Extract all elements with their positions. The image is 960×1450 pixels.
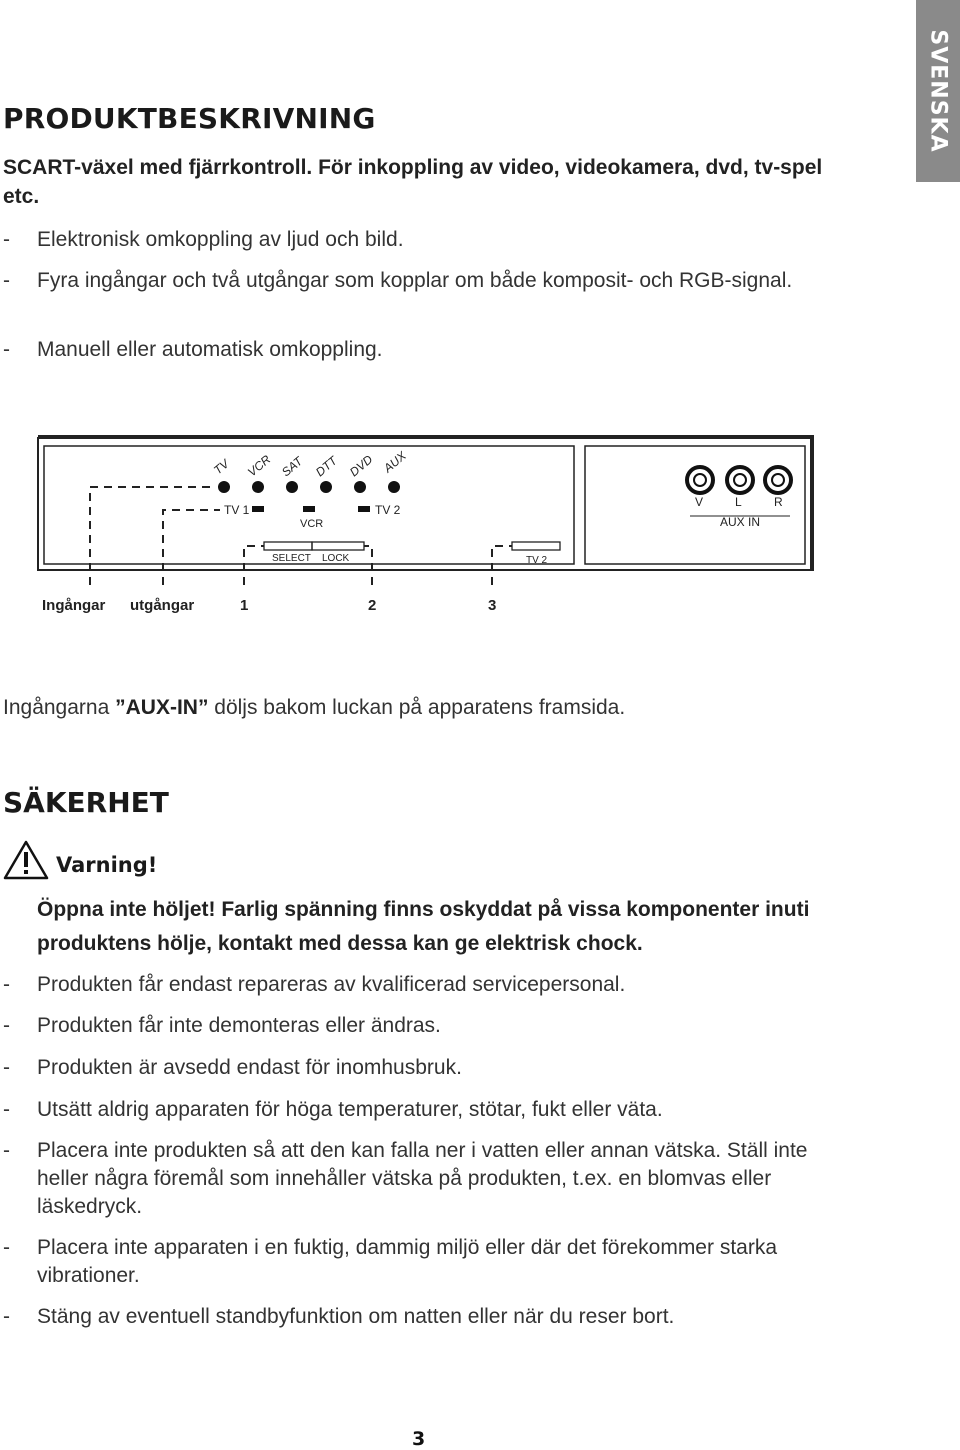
list-item: - Utsätt aldrig apparaten för höga temperaturer, stötar, fukt eller väta. xyxy=(3,1098,663,1121)
warning-label: Varning! xyxy=(56,853,158,877)
jack-r xyxy=(765,467,791,493)
product-intro: SCART-växel med fjärrkontroll. För inkoppling av video, videokamera, dvd, tv-spel etc. xyxy=(3,156,823,208)
jack-v xyxy=(687,467,713,493)
select-button xyxy=(264,542,312,550)
aux-in-label: AUX IN xyxy=(720,515,761,529)
indicator-tv1 xyxy=(252,506,264,512)
list-item: - Placera inte produkten så att den kan falla ner i vatten eller annan vätska. Ställ inte heller några föremål som innehåller vätska på produkten, t.ex. en blomvas eller läskedryck. xyxy=(3,1139,808,1218)
indicator-label-tv1: TV 1 xyxy=(224,503,250,517)
list-item: - Fyra ingångar och två utgångar som kopplar om både komposit- och RGB-signal. xyxy=(3,269,793,292)
section-title-safety: SÄKERHET xyxy=(3,786,169,819)
lock-button xyxy=(312,542,364,550)
led-sat xyxy=(286,481,298,493)
front-panel-diagram xyxy=(0,430,820,630)
tv2-button-label: TV 2 xyxy=(526,555,548,566)
callout-3: 3 xyxy=(488,597,497,614)
led-dvd xyxy=(354,481,366,493)
callout-2: 2 xyxy=(368,597,377,614)
led-vcr xyxy=(252,481,264,493)
select-button-label: SELECT xyxy=(272,553,311,564)
aux-in-caption: Ingångarna ”AUX-IN” döljs bakom luckan på apparatens framsida. xyxy=(3,696,626,719)
led-tv xyxy=(218,481,230,493)
page-number: 3 xyxy=(412,1428,426,1450)
warning-text: Öppna inte höljet! Farlig spänning finns oskyddat på vissa komponenter inuti produktens hölje, kontakt med dessa kan ge elektrisk chock. xyxy=(37,898,810,955)
warning-icon xyxy=(3,840,49,880)
section-title-product: PRODUKTBESKRIVNING xyxy=(3,102,376,135)
list-item: - Produkten får inte demonteras eller ändras. xyxy=(3,1014,441,1037)
language-tab xyxy=(916,0,960,182)
list-item: - Manuell eller automatisk omkoppling. xyxy=(3,338,383,361)
led-label-vcr: VCR xyxy=(244,452,274,480)
led-label-sat: SAT xyxy=(278,454,306,480)
led-label-aux: AUX xyxy=(380,448,409,476)
callout-inputs: Ingångar xyxy=(42,597,106,614)
led-label-dtt: DTT xyxy=(312,453,340,480)
list-item: - Produkten är avsedd endast för inomhusbruk. xyxy=(3,1056,462,1079)
indicator-label-tv2: TV 2 xyxy=(375,503,401,517)
callout-outputs: utgångar xyxy=(130,597,195,614)
lock-button-label: LOCK xyxy=(322,553,350,564)
led-dtt xyxy=(320,481,332,493)
tv2-button xyxy=(512,542,560,550)
led-label-dvd: DVD xyxy=(346,452,376,480)
indicator-tv2 xyxy=(358,506,370,512)
list-item: - Stäng av eventuell standbyfunktion om natten eller när du reser bort. xyxy=(3,1305,675,1328)
list-item: - Produkten får endast repareras av kvalificerad servicepersonal. xyxy=(3,973,626,996)
led-label-tv: TV xyxy=(210,456,232,478)
jack-label-v: V xyxy=(695,495,704,509)
jack-label-l: L xyxy=(735,495,742,509)
indicator-label-vcr: VCR xyxy=(300,518,324,530)
callout-1: 1 xyxy=(240,597,249,614)
list-item: - Elektronisk omkoppling av ljud och bild. xyxy=(3,228,404,251)
language-tab-label: SVENSKA xyxy=(925,29,951,153)
list-item: - Placera inte apparaten i en fuktig, dammig miljö eller där det förekommer starka vibrationer. xyxy=(3,1236,778,1287)
jack-l xyxy=(727,467,753,493)
jack-label-r: R xyxy=(774,495,783,509)
indicator-vcr xyxy=(303,506,315,512)
led-aux xyxy=(388,481,400,493)
aux-in-emphasis: ”AUX-IN” xyxy=(115,696,209,719)
